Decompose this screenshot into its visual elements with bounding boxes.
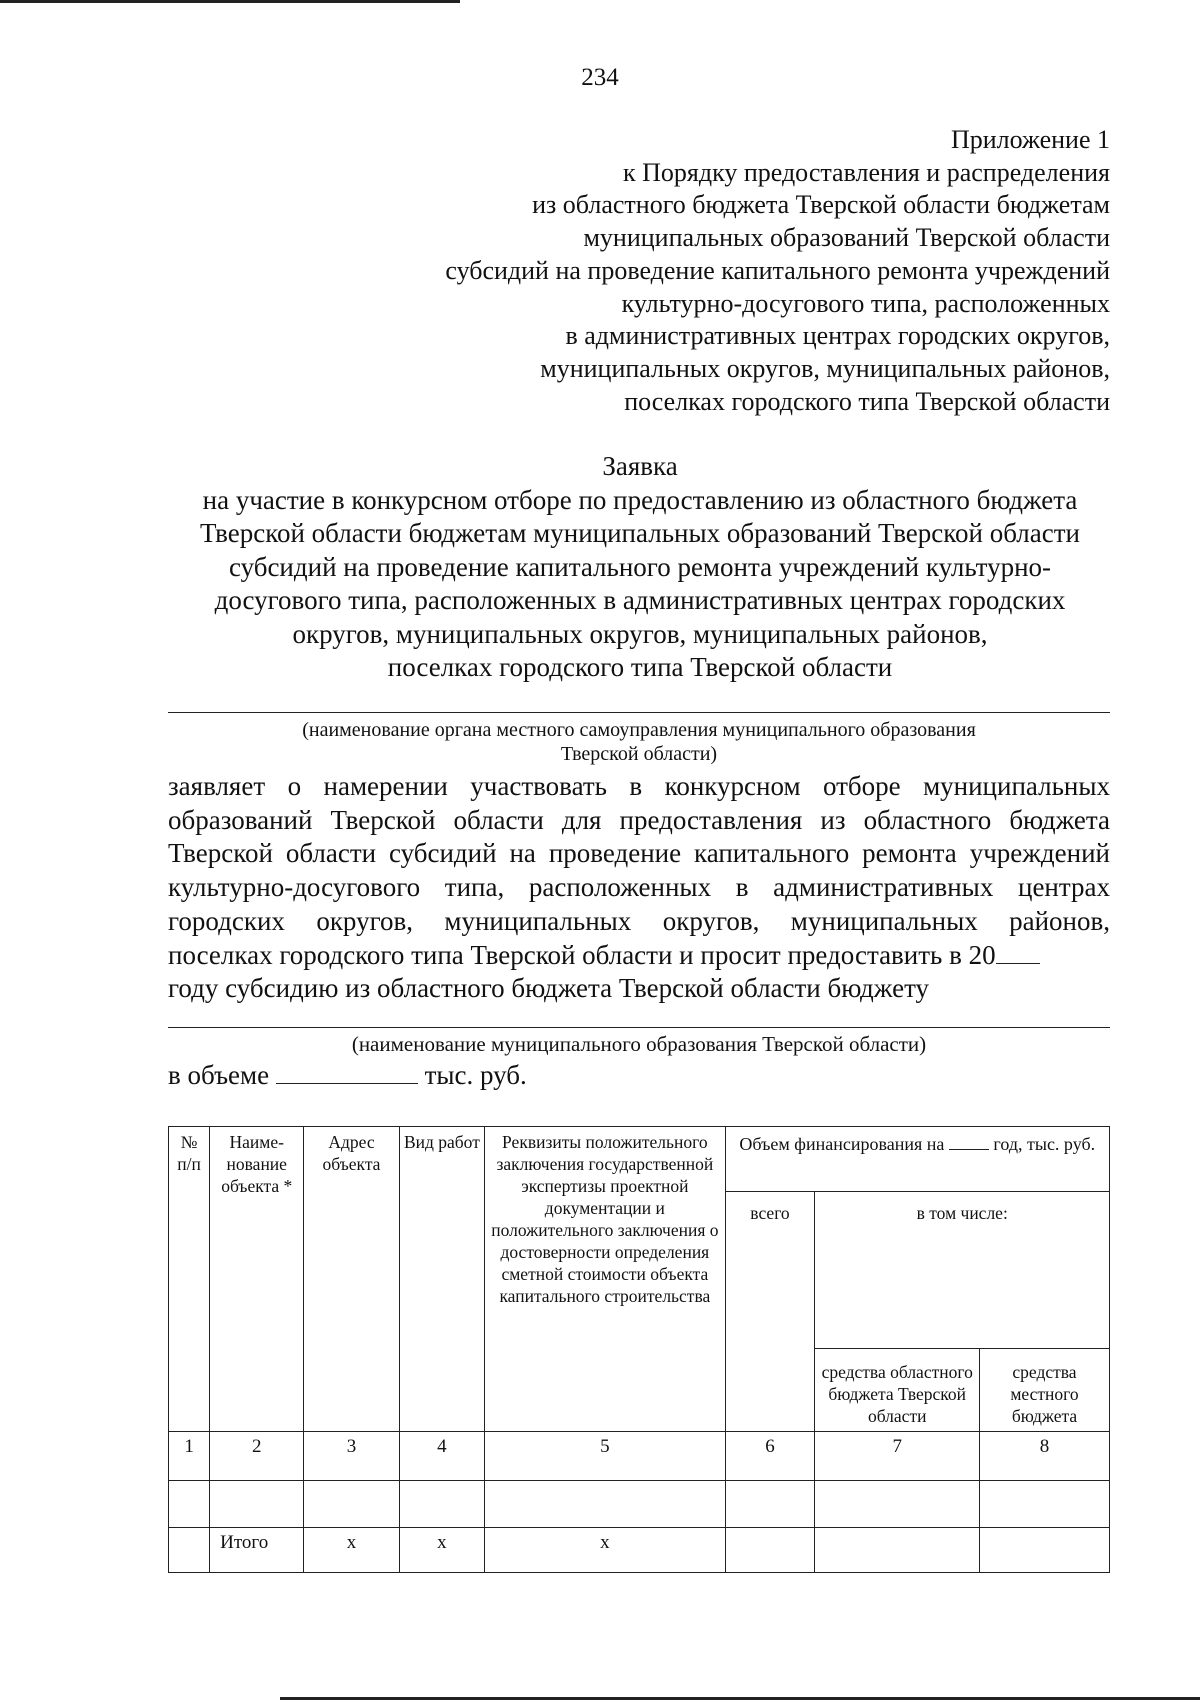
header-including: в том числе: [815, 1192, 1110, 1349]
header-local-funds: средства местного бюджета [980, 1349, 1110, 1432]
appendix-block [445, 124, 1110, 418]
total-work-type-mark: х [399, 1528, 485, 1573]
title-line: Тверской области бюджетам муниципальных образований Тверской области [200, 518, 1080, 548]
statement-line: городских округов, муниципальных округов, муниципальных районов, [168, 905, 1110, 936]
volume-prefix: в объеме [168, 1060, 270, 1090]
appendix-line: из областного бюджета Тверской области бюджетам [532, 190, 1110, 220]
header-total: всего [725, 1192, 815, 1432]
statement-paragraph [168, 770, 1110, 1006]
header-address: Адрес объекта [304, 1127, 399, 1432]
statement-line: заявляет о намерении участвовать в конкурсном отборе муниципальных [168, 771, 1110, 801]
table-cell [399, 1481, 485, 1528]
table-cell [980, 1528, 1110, 1573]
total-address-mark: х [304, 1528, 399, 1573]
title-line: поселках городского типа Тверской области [387, 652, 893, 682]
funding-year-blank [949, 1131, 989, 1150]
table-cell [169, 1481, 210, 1528]
funding-suffix: год, тыс. руб. [993, 1134, 1096, 1154]
document-heading: Заявка [602, 451, 678, 481]
volume-line [168, 1060, 527, 1091]
funding-prefix: Объем финансирования на [739, 1134, 945, 1154]
header-requisites: Реквизиты положительного заключения государственной экспертизы проектной документации и положительного заключения о достоверности определения сметной стоимости объекта капитального строительства [485, 1127, 725, 1432]
appendix-line: в административных центрах городских округов, [565, 321, 1110, 351]
volume-blank [276, 1061, 418, 1084]
appendix-line: поселках городского типа Тверской области [624, 386, 1110, 416]
appendix-line: субсидий на проведение капитального ремонта учреждений [445, 255, 1110, 285]
column-number: 8 [980, 1432, 1110, 1481]
table-cell [725, 1528, 815, 1573]
caption-line: Тверской области) [560, 743, 718, 765]
table-cell [304, 1481, 399, 1528]
header-work-type: Вид работ [399, 1127, 485, 1432]
page-number: 234 [581, 64, 619, 91]
column-number: 1 [169, 1432, 210, 1481]
statement-line: поселках городского типа Тверской области и просит предоставить в 20 [168, 939, 996, 970]
table-cell [725, 1481, 815, 1528]
mo-name-blank-line [168, 1027, 1110, 1028]
title-line: субсидий на проведение капитального ремонта учреждений культурно- [228, 551, 1052, 582]
header-funding [725, 1127, 1109, 1192]
org-name-caption [168, 718, 1110, 766]
org-name-blank-line [168, 712, 1110, 713]
appendix-line: муниципальных образований Тверской области [583, 223, 1110, 253]
table-header-row [169, 1127, 1110, 1192]
mo-name-caption: (наименование муниципального образования Тверской области) [351, 1032, 927, 1056]
table-cell [169, 1528, 210, 1573]
column-number: 7 [815, 1432, 980, 1481]
table-cell [980, 1481, 1110, 1528]
header-num: № п/п [169, 1127, 210, 1432]
application-title-block [110, 450, 1170, 685]
column-number: 4 [399, 1432, 485, 1481]
statement-last-line: году субсидию из областного бюджета Тверской области бюджету [168, 973, 930, 1004]
header-regional-funds: средства областного бюджета Тверской области [815, 1349, 980, 1432]
total-label: Итого [210, 1528, 304, 1573]
title-line: досугового типа, расположенных в административных центрах городских [214, 585, 1066, 615]
scan-edge-top [0, 0, 460, 3]
column-number: 5 [485, 1432, 725, 1481]
statement-line-year [168, 939, 1110, 973]
header-object-name: Наиме-нование объекта * [210, 1127, 304, 1432]
table-row [169, 1481, 1110, 1528]
appendix-line: Приложение 1 [950, 125, 1110, 154]
title-line: округов, муниципальных округов, муниципальных районов, [292, 618, 988, 649]
table-cell [485, 1481, 725, 1528]
total-requisites-mark: х [485, 1528, 725, 1573]
scan-edge-bottom [280, 1697, 1200, 1700]
appendix-line: к Порядку предоставления и распределения [622, 157, 1110, 187]
statement-line: образований Тверской области для предоставления из областного бюджета [168, 804, 1110, 835]
appendix-line: культурно-досугового типа, расположенных [621, 288, 1110, 318]
column-number: 6 [725, 1432, 815, 1481]
column-number: 3 [304, 1432, 399, 1481]
volume-suffix: тыс. руб. [424, 1060, 527, 1090]
column-number: 2 [210, 1432, 304, 1481]
title-line: на участие в конкурсном отборе по предоставлению из областного бюджета [202, 484, 1078, 515]
table-cell [815, 1528, 980, 1573]
table-row [169, 1432, 1110, 1481]
caption-line: (наименование органа местного самоуправления муниципального образования [302, 719, 976, 741]
table-cell [210, 1481, 304, 1528]
financing-table [168, 1126, 1110, 1573]
appendix-line: муниципальных округов, муниципальных районов, [540, 353, 1110, 383]
year-blank [996, 941, 1040, 964]
statement-line: Тверской области субсидий на проведение капитального ремонта учреждений [168, 838, 1110, 869]
statement-line: культурно-досугового типа, расположенных в административных центрах [168, 872, 1110, 903]
table-cell [815, 1481, 980, 1528]
table-row [169, 1528, 1110, 1573]
